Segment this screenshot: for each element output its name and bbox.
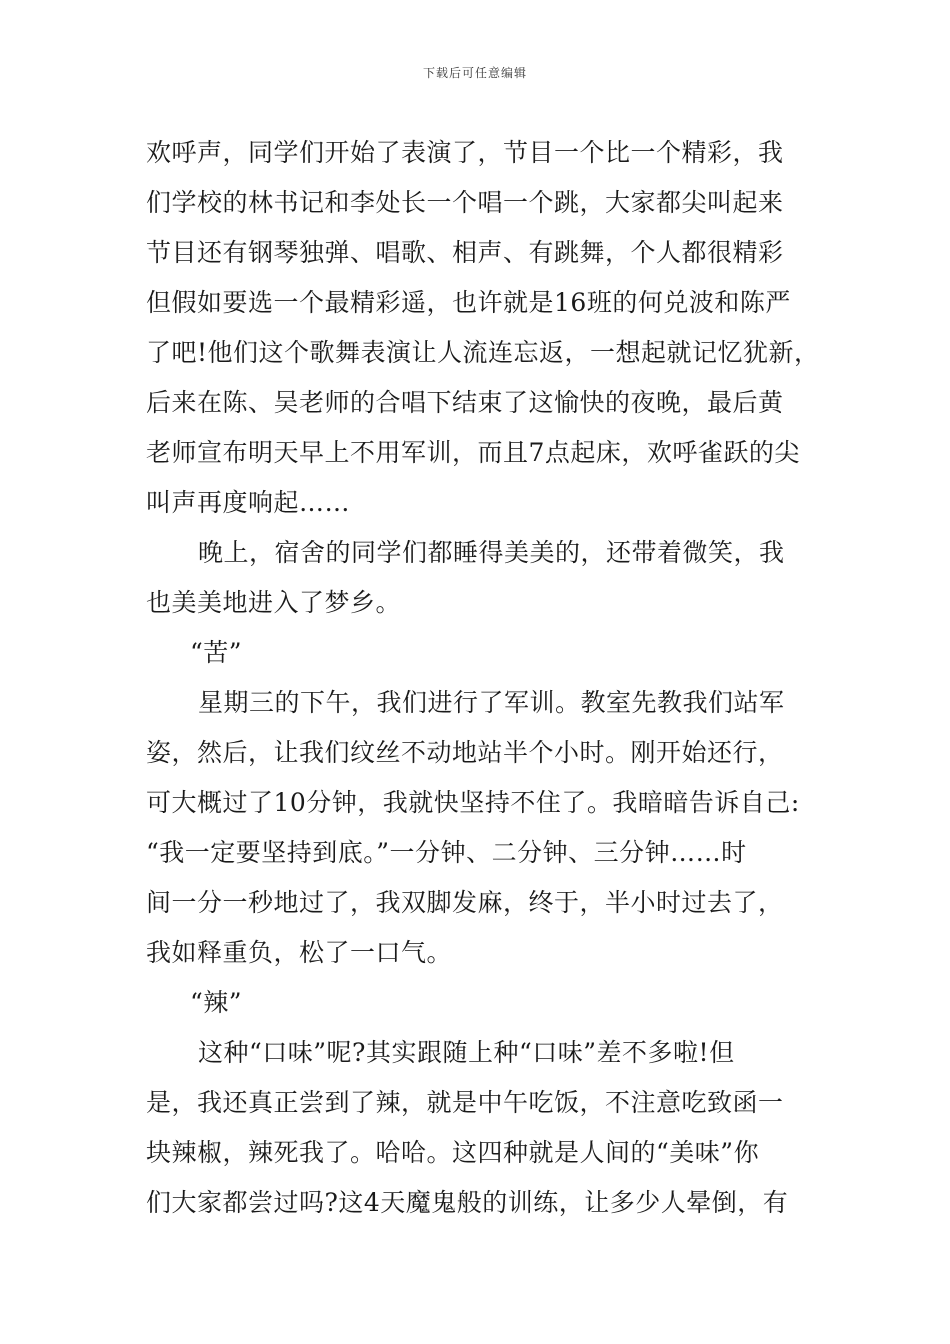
text-line: 姿，然后，让我们纹丝不动地站半个小时。刚开始还行， [146,738,784,767]
text-line: 我如释重负，松了一口气。 [146,938,453,967]
text-line: “我一定要坚持到底。”一分钟、二分钟、三分钟……时 [146,838,747,867]
text-line: 后来在陈、吴老师的合唱下结束了这愉快的夜晚，最后黄 [146,388,784,417]
text-line: 们大家都尝过吗?这4天魔鬼般的训练，让多少人晕倒，有 [146,1188,789,1217]
text-line: 可大概过了10分钟，我就快坚持不住了。我暗暗告诉自己: [146,788,800,817]
text-line: 节目还有钢琴独弹、唱歌、相声、有跳舞，个人都很精彩 [146,238,784,267]
paragraph-start-line: 星期三的下午，我们进行了军训。教室先教我们站军 [198,688,785,717]
text-line: 间一分一秒地过了，我双脚发麻，终于，半小时过去了， [146,888,784,917]
page-header: 下载后可任意编辑 [422,66,527,80]
text-line: 叫声再度响起…… [146,488,351,517]
body-text [146,128,820,1228]
text-line: 们学校的林书记和李处长一个唱一个跳，大家都尖叫起来 [146,188,784,217]
text-line: 是，我还真正尝到了辣，就是中午吃饭，不注意吃致函一 [146,1088,784,1117]
text-line: 老师宣布明天早上不用军训，而且7点起床，欢呼雀跃的尖 [146,438,800,467]
text-line: 块辣椒，辣死我了。哈哈。这四种就是人间的“美味”你 [146,1138,760,1167]
section-heading-bitter: “苦” [190,638,243,667]
paragraph-start-line: 晚上，宿舍的同学们都睡得美美的，还带着微笑，我 [198,538,785,567]
text-line: 但假如要选一个最精彩遥，也许就是16班的何兑波和陈严 [146,288,791,317]
section-heading-spicy: “辣” [190,988,243,1017]
paragraph-start-line: 这种“口味”呢?其实跟随上种“口味”差不多啦!但 [198,1038,735,1067]
text-line: 也美美地进入了梦乡。 [146,588,402,617]
text-line: 欢呼声，同学们开始了表演了，节目一个比一个精彩，我 [146,138,784,167]
text-line: 了吧!他们这个歌舞表演让人流连忘返，一想起就记忆犹新， [146,338,820,367]
